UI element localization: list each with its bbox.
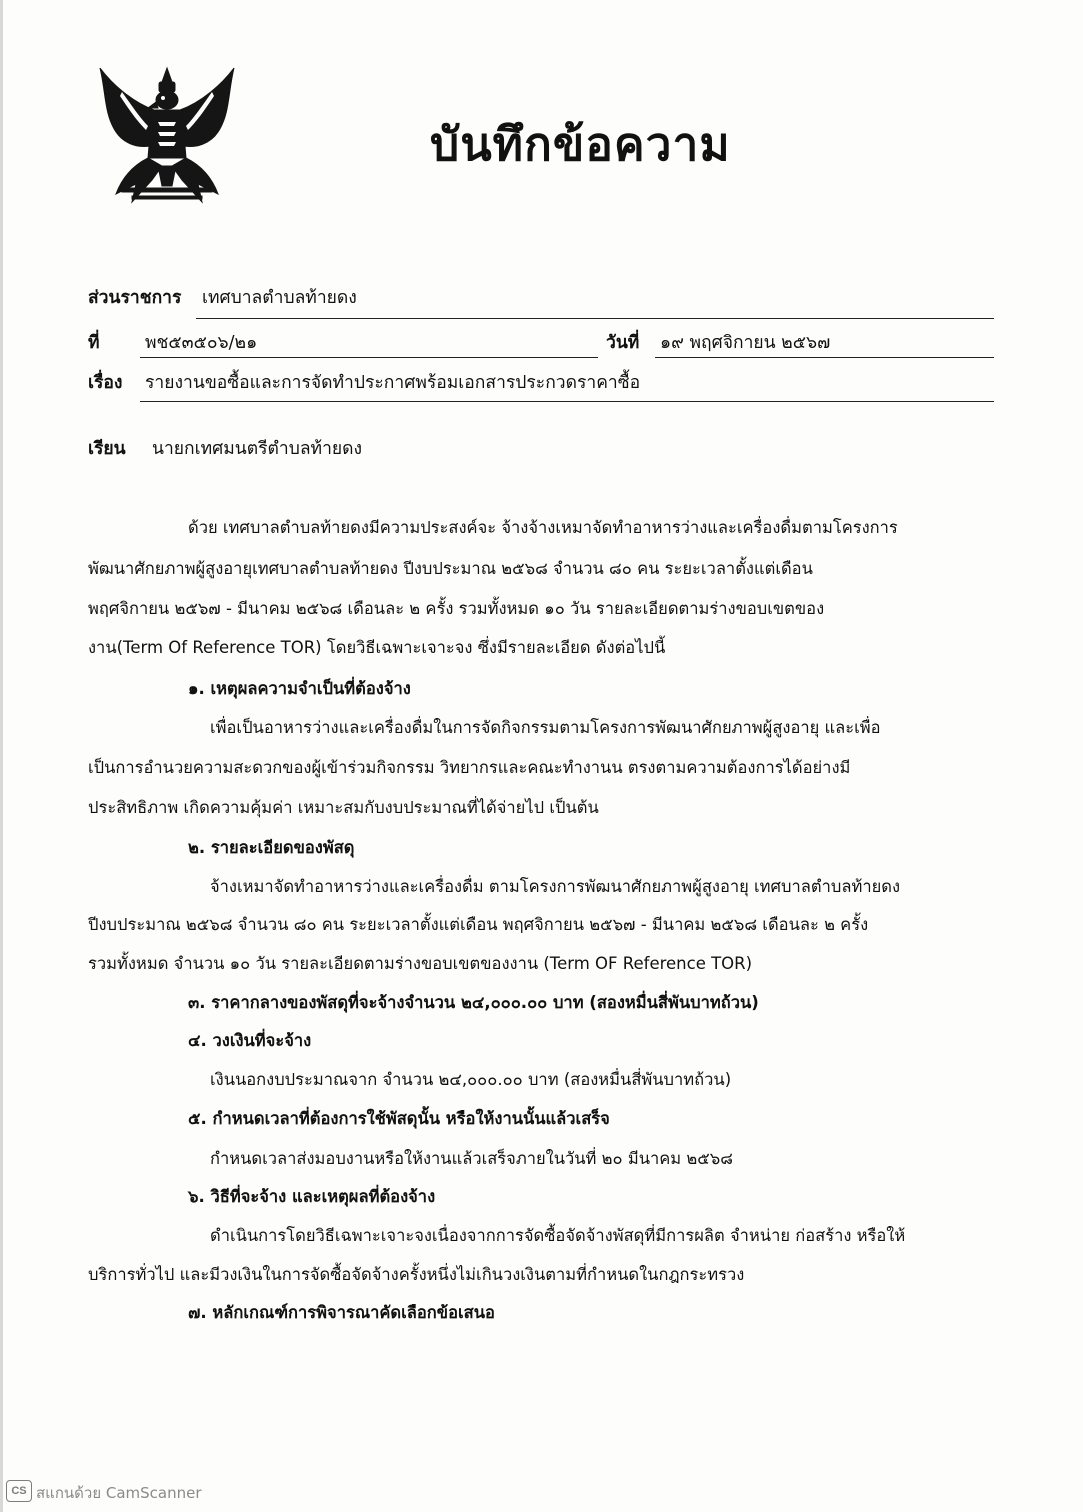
agency-value: เทศบาลตำบลท้ายดง: [202, 288, 357, 308]
page-edge: [0, 0, 3, 1512]
to-value: นายกเทศมนตรีตำบลท้ายดง: [152, 439, 363, 459]
memo-title: บันทึกข้อความ: [430, 117, 731, 171]
subject-underline: [140, 401, 994, 402]
date-underline: [655, 357, 994, 358]
section-3-heading: ๓. ราคากลางของพัสดุที่จะจ้างจำนวน ๒๔,๐๐๐.๐๐ บาท (สองหมื่นสี่พันบาทถ้วน): [188, 993, 759, 1012]
agency-underline: [196, 318, 994, 319]
intro-line-1: ด้วย เทศบาลตำบลท้ายดงมีความประสงค์จะ จ้างจ้างเหมาจัดทำอาหารว่างและเครื่องดื่มตามโครงการ: [188, 518, 898, 537]
section-6-heading: ๖. วิธีที่จะจ้าง และเหตุผลที่ต้องจ้าง: [188, 1187, 436, 1206]
garuda-emblem: [92, 62, 242, 210]
section-1-line-2: เป็นการอำนวยความสะดวกของผู้เข้าร่วมกิจกรรม วิทยากรและคณะทำงานน ตรงตามความต้องการได้อย่างมี: [88, 758, 851, 777]
camscanner-logo: CS: [6, 1480, 32, 1502]
intro-line-4: งาน(Term Of Reference TOR) โดยวิธีเฉพาะเจาะจง ซึ่งมีรายละเอียด ดังต่อไปนี้: [88, 638, 666, 657]
section-1-heading: ๑. เหตุผลความจำเป็นที่ต้องจ้าง: [188, 679, 411, 698]
intro-line-3: พฤศจิกายน ๒๕๖๗ - มีนาคม ๒๕๖๘ เดือนละ ๒ ครั้ง รวมทั้งหมด ๑๐ วัน รายละเอียดตามร่างขอบเขตของ: [88, 599, 825, 618]
subject-value: รายงานขอซื้อและการจัดทำประกาศพร้อมเอกสารประกวดราคาซื้อ: [145, 373, 641, 393]
agency-label: ส่วนราชการ: [88, 288, 182, 308]
date-label: วันที่: [606, 333, 640, 353]
date-value: ๑๙ พฤศจิกายน ๒๕๖๗: [660, 333, 831, 353]
section-6-line-2: บริการทั่วไป และมีวงเงินในการจัดซื้อจัดจ้างครั้งหนึ่งไม่เกินวงเงินตามที่กำหนดในกฎกระทรวง: [88, 1265, 745, 1284]
ref-underline: [140, 357, 598, 358]
section-2-line-1: จ้างเหมาจัดทำอาหารว่างและเครื่องดื่ม ตามโครงการพัฒนาศักยภาพผู้สูงอายุ เทศบาลตำบลท้ายดง: [210, 877, 901, 896]
subject-label: เรื่อง: [88, 373, 123, 393]
section-1-line-1: เพื่อเป็นอาหารว่างและเครื่องดื่มในการจัดกิจกรรมตามโครงการพัฒนาศักยภาพผู้สูงอายุ และเพื่อ: [210, 718, 881, 737]
intro-line-2: พัฒนาศักยภาพผู้สูงอายุเทศบาลตำบลท้ายดง ปีงบประมาณ ๒๕๖๘ จำนวน ๘๐ คน ระยะเวลาตั้งแต่เดือน: [88, 559, 813, 578]
section-2-line-2: ปีงบประมาณ ๒๕๖๘ จำนวน ๘๐ คน ระยะเวลาตั้งแต่เดือน พฤศจิกายน ๒๕๖๗ - มีนาคม ๒๕๖๘ เดือนละ ๒ ครั้ง: [88, 915, 869, 934]
to-label: เรียน: [88, 439, 126, 459]
ref-value: พช๕๓๕๐๖/๒๑: [145, 333, 258, 353]
section-1-line-3: ประสิทธิภาพ เกิดความคุ้มค่า เหมาะสมกับงบประมาณที่ได้จ่ายไป เป็นต้น: [88, 798, 599, 817]
section-7-heading: ๗. หลักเกณฑ์การพิจารณาคัดเลือกข้อเสนอ: [188, 1303, 495, 1322]
section-5-heading: ๕. กำหนดเวลาที่ต้องการใช้พัสดุนั้น หรือให้งานนั้นแล้วเสร็จ: [188, 1109, 610, 1128]
section-6-line-1: ดำเนินการโดยวิธีเฉพาะเจาะจงเนื่องจากการจัดซื้อจัดจ้างพัสดุที่มีการผลิต จำหน่าย ก่อสร้าง หรือให้: [210, 1226, 906, 1245]
section-4-line: เงินนอกงบประมาณจาก จำนวน ๒๔,๐๐๐.๐๐ บาท (สองหมื่นสี่พันบาทถ้วน): [210, 1070, 732, 1089]
section-4-heading: ๔. วงเงินที่จะจ้าง: [188, 1031, 312, 1050]
section-2-heading: ๒. รายละเอียดของพัสดุ: [188, 838, 355, 857]
ref-label: ที่: [88, 333, 100, 353]
section-5-line: กำหนดเวลาส่งมอบงานหรือให้งานแล้วเสร็จภายในวันที่ ๒๐ มีนาคม ๒๕๖๘: [210, 1149, 733, 1168]
section-2-line-3: รวมทั้งหมด จำนวน ๑๐ วัน รายละเอียดตามร่างขอบเขตของงาน (Term OF Reference TOR): [88, 954, 753, 973]
camscanner-watermark: สแกนด้วย CamScanner: [36, 1484, 202, 1502]
